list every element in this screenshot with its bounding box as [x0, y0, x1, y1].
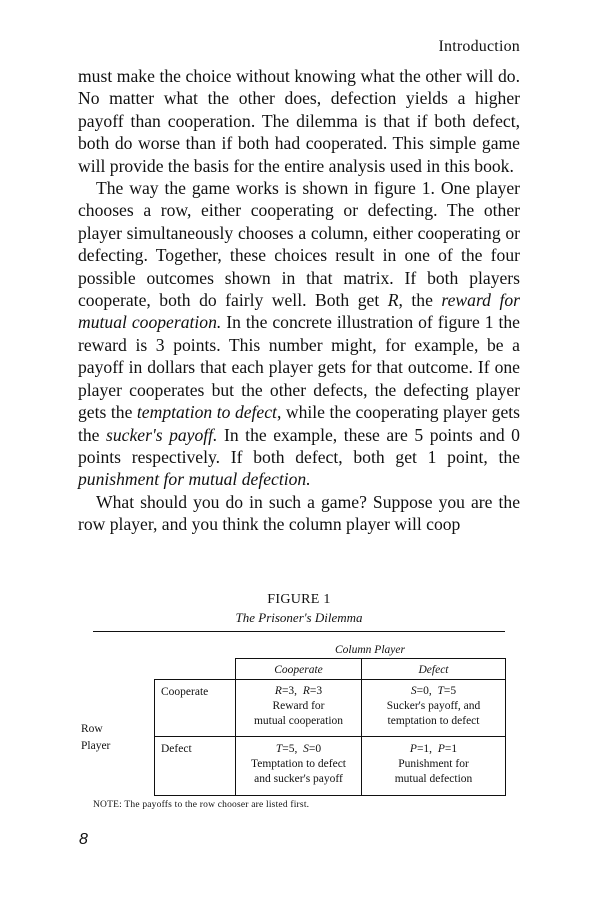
payoff-value: =3 [309, 685, 323, 697]
payoff-value: =1, [416, 743, 433, 755]
term-punishment: punishment for mutual defection. [78, 469, 311, 490]
figure-number: FIGURE 1 [267, 592, 331, 607]
term-reward: reward for mutual cooperation. [78, 290, 520, 333]
payoff-value: =5, [282, 743, 298, 755]
row-player-label [81, 721, 110, 755]
figure-top-rule [93, 631, 505, 632]
paragraph-1: must make the choice without knowing what the other will do. No matter what the other does, defection yields a higher payoff than cooperation. The dilemma is that if both defect, both do worse than if both had cooperated. This simple game will provide the basis for the entire analysis used in this book. [78, 66, 520, 176]
payoff-value: =5 [443, 685, 457, 697]
payoff-value: =0, [416, 685, 432, 697]
payoff-description-2: mutual defection [394, 773, 473, 785]
matrix-cell-dd [362, 737, 506, 796]
payoff-symbol: S [303, 743, 309, 755]
payoff-values [236, 684, 361, 699]
body-text [78, 65, 520, 536]
column-header-cooperate: Cooperate [236, 659, 362, 680]
term-temptation: temptation to defect [136, 402, 277, 423]
payoff-symbol: T [275, 743, 283, 755]
payoff-value: =3, [281, 685, 298, 697]
payoff-symbol: P [437, 743, 445, 755]
figure-note: NOTE: The payoffs to the row chooser are listed first. [93, 800, 310, 810]
term-sucker: sucker's payoff. [106, 424, 218, 445]
payoff-symbol: S [410, 685, 417, 697]
reward-symbol: R [387, 290, 399, 311]
paragraph-2-text-c: In the concrete illustration of figure 1 the reward is 3 points. This number might, for example, be a payoff in dollars that each player gets for that outcome. If one player cooperates but the other defects, the defecting player gets the [78, 312, 520, 423]
payoff-symbol: T [437, 685, 444, 697]
payoff-description-2: mutual cooperation [253, 715, 344, 727]
payoff-matrix-header [235, 658, 506, 680]
payoff-description-1: Temptation to defect [251, 758, 346, 770]
paragraph-2-text-a: The way the game works is shown in figure 1. One player chooses a row, either cooperating or defecting. The other player simultaneously chooses a column, either cooperating or defecting. Together, these choices result in one of the four possible outcomes shown in that matrix. If both players cooperate, both do fairly well. Both get [78, 178, 520, 311]
payoff-description-1: Sucker's payoff, and [386, 700, 481, 712]
row-header-defect: Defect [155, 737, 236, 796]
payoff-symbol: P [409, 743, 417, 755]
payoff-values [362, 742, 505, 757]
page-number: 8 [79, 831, 88, 848]
paragraph-2-text-e: In the example, these are 5 points and 0 points respectively. If both defect, both get 1 point, the [78, 424, 520, 467]
payoff-symbol: R [274, 685, 282, 697]
column-player-label: Column Player [335, 644, 405, 656]
figure-title: The Prisoner's Dilemma [235, 610, 363, 625]
row-player-line-1: Row [81, 723, 103, 735]
matrix-cell-cc [236, 679, 362, 737]
paragraph-2-text-d: , while the cooperating player gets the [78, 402, 520, 445]
payoff-value: =1 [444, 743, 458, 755]
payoff-description-2: and sucker's payoff [254, 773, 343, 785]
payoff-values [236, 742, 361, 757]
row-player-line-2: Player [81, 740, 111, 752]
payoff-value: =0 [308, 743, 322, 755]
paragraph-3: What should you do in such a game? Suppose you are the row player, and you think the column player will coop [78, 491, 520, 535]
column-header-defect: Defect [362, 659, 506, 680]
running-head: Introduction [438, 38, 520, 55]
paragraph-2 [78, 177, 520, 491]
payoff-description-1: Punishment for [398, 758, 469, 770]
matrix-cell-cd [362, 679, 506, 737]
paragraph-2-text-b: , the [398, 290, 442, 311]
payoff-symbol: R [302, 685, 310, 697]
payoff-matrix [154, 679, 506, 796]
row-header-cooperate: Cooperate [155, 679, 236, 737]
payoff-description-1: Reward for [272, 700, 325, 712]
payoff-values [362, 684, 505, 699]
matrix-cell-dc [236, 737, 362, 796]
payoff-description-2: temptation to defect [387, 715, 480, 727]
